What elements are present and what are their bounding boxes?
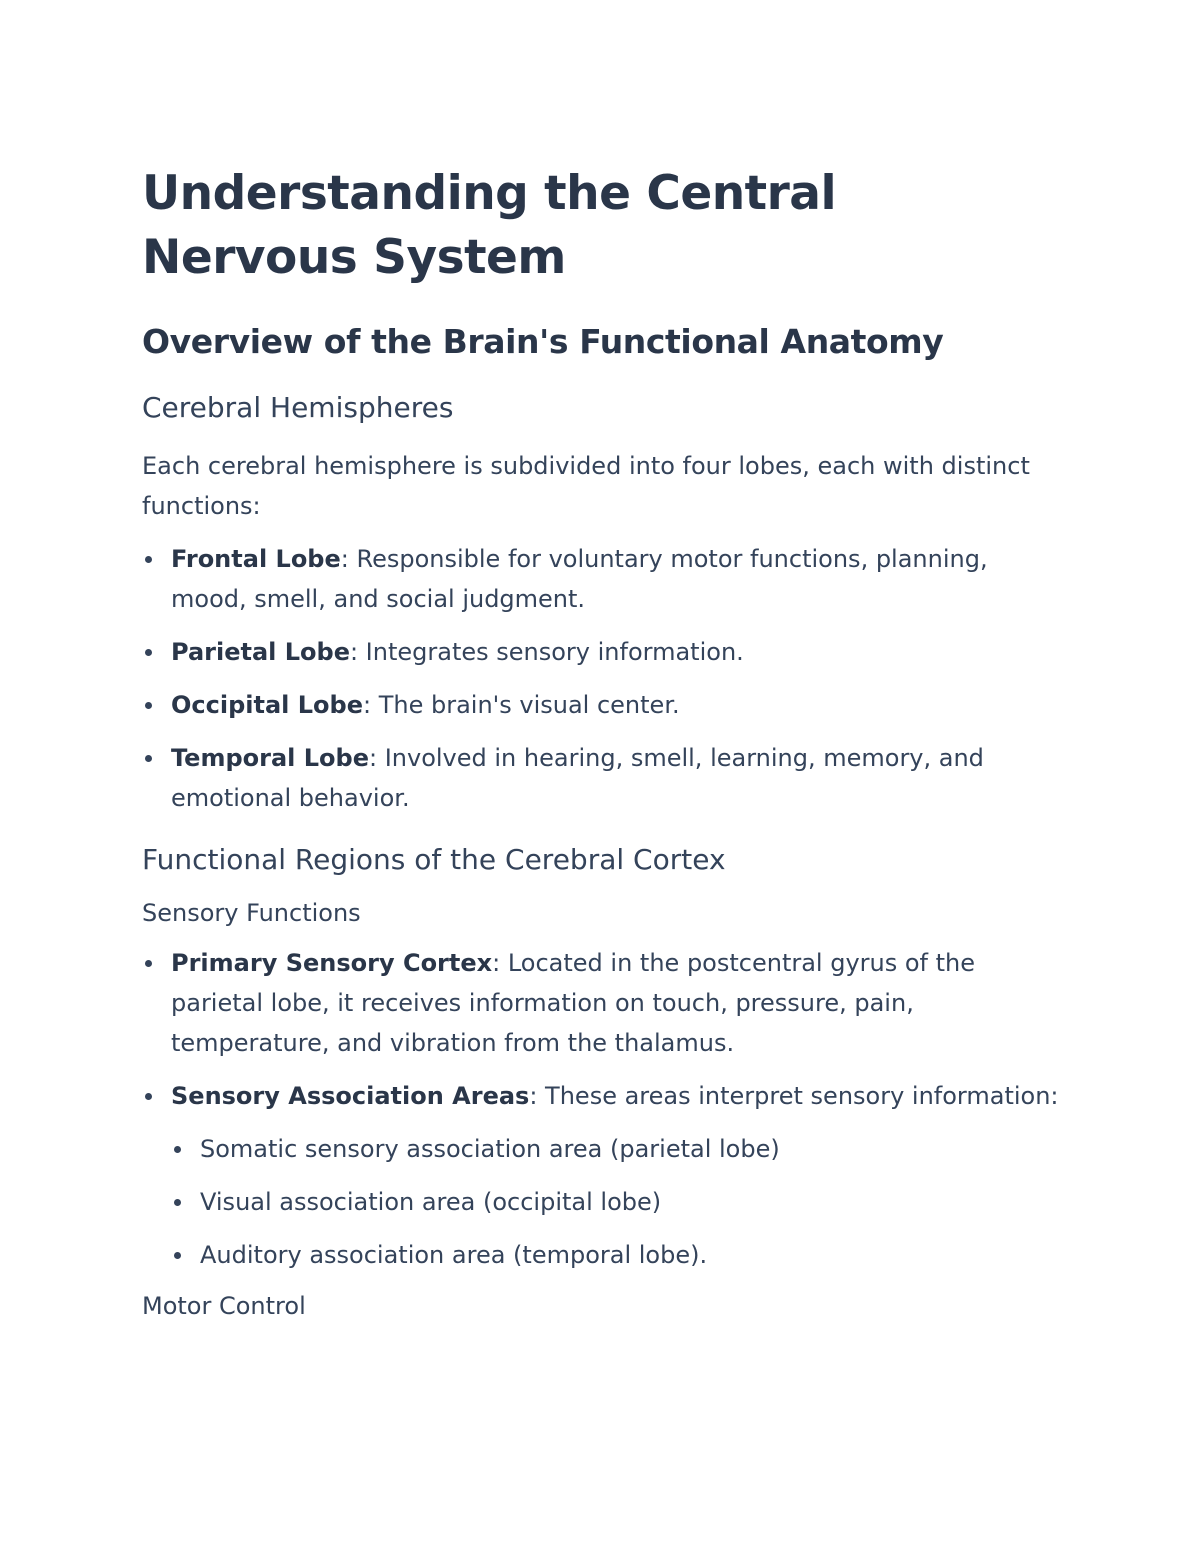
term-primary-sensory-cortex: Primary Sensory Cortex bbox=[171, 949, 493, 977]
sublist-item-visual: Visual association area (occipital lobe) bbox=[171, 1182, 1062, 1222]
desc-parietal-lobe: : Integrates sensory information. bbox=[349, 638, 744, 666]
term-occipital-lobe: Occipital Lobe bbox=[171, 691, 363, 719]
motor-control-heading: Motor Control bbox=[142, 1292, 306, 1320]
list-item-parietal-lobe bbox=[142, 632, 1062, 672]
page-title: Understanding the Central Nervous System bbox=[142, 166, 837, 285]
term-temporal-lobe: Temporal Lobe bbox=[171, 744, 369, 772]
list-item-occipital-lobe bbox=[142, 685, 1062, 725]
association-areas-sublist bbox=[171, 1129, 1062, 1275]
desc-occipital-lobe: : The brain's visual center. bbox=[362, 691, 680, 719]
cortex-regions-heading: Functional Regions of the Cerebral Cortex bbox=[142, 843, 726, 876]
sublist-item-somatic: Somatic sensory association area (parietal lobe) bbox=[171, 1129, 1062, 1169]
term-sensory-association-areas: Sensory Association Areas bbox=[171, 1082, 530, 1110]
term-parietal-lobe: Parietal Lobe bbox=[171, 638, 350, 666]
cerebral-hemispheres-heading: Cerebral Hemispheres bbox=[142, 391, 454, 424]
desc-sensory-association-areas: : These areas interpret sensory information: bbox=[529, 1082, 1059, 1110]
cerebral-intro-paragraph: Each cerebral hemisphere is subdivided into four lobes, each with distinct functions: bbox=[142, 452, 1030, 520]
list-item-temporal-lobe bbox=[142, 738, 1062, 818]
sensory-functions-heading: Sensory Functions bbox=[142, 899, 361, 927]
desc-temporal-lobe: : Involved in hearing, smell, learning, memory, and emotional behavior. bbox=[171, 744, 984, 812]
overview-heading: Overview of the Brain's Functional Anatomy bbox=[142, 322, 944, 361]
list-item-primary-sensory-cortex bbox=[142, 943, 1062, 1063]
sublist-item-auditory: Auditory association area (temporal lobe). bbox=[171, 1235, 1062, 1275]
term-frontal-lobe: Frontal Lobe bbox=[171, 545, 341, 573]
list-item-frontal-lobe bbox=[142, 539, 1062, 619]
sensory-list bbox=[142, 943, 1062, 1275]
lobes-list bbox=[142, 539, 1062, 818]
list-item-sensory-association-areas bbox=[142, 1076, 1062, 1275]
desc-frontal-lobe: : Responsible for voluntary motor functions, planning, mood, smell, and social judgment. bbox=[171, 545, 988, 613]
document-page bbox=[142, 162, 1062, 1323]
desc-primary-sensory-cortex: : Located in the postcentral gyrus of the parietal lobe, it receives information on touch, pressure, pain, temperature, and vibration from the thalamus. bbox=[171, 949, 976, 1057]
